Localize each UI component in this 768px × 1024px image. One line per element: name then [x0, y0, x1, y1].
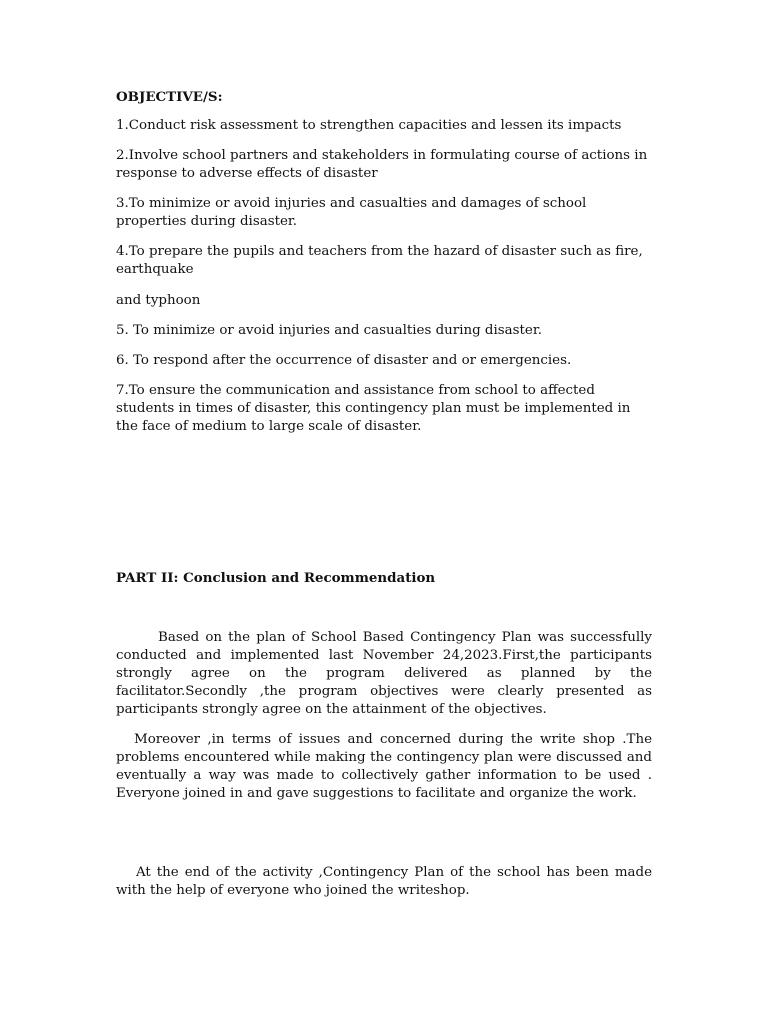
- objective-item-4-continued: and typhoon: [116, 293, 201, 308]
- conclusion-paragraph-3: At the end of the activity ,Contingency Plan of the school has been made with the help of everyone who joined the writeshop.: [116, 865, 652, 898]
- objective-item-3: 3.To minimize or avoid injuries and casualties and damages of school properties during disaster.: [116, 196, 587, 229]
- part2-heading: PART II: Conclusion and Recommendation: [116, 570, 436, 586]
- objective-item-2: 2.Involve school partners and stakeholders in formulating course of actions in response to adverse effects of disaster: [116, 148, 648, 181]
- objective-item-7: 7.To ensure the communication and assistance from school to affected students in times of disaster, this contingency plan must be implemented in the face of medium to large scale of disaster.: [116, 383, 631, 434]
- conclusion-paragraph-1: Based on the plan of School Based Contingency Plan was successfully conducted and implemented last November 24,2023.First,the participants strongly agree on the program delivered as planned by the facilitator.Secondly ,the program objectives were clearly presented as participants strongly agree on the attainment of the objectives.: [116, 630, 652, 717]
- objective-item-5: 5. To minimize or avoid injuries and casualties during disaster.: [116, 323, 543, 338]
- objective-item-1: 1.Conduct risk assessment to strengthen capacities and lessen its impacts: [116, 118, 622, 133]
- objective-item-4: 4.To prepare the pupils and teachers from the hazard of disaster such as fire, earthquake: [116, 244, 643, 277]
- objective-item-6: 6. To respond after the occurrence of disaster and or emergencies.: [116, 353, 572, 368]
- conclusion-paragraph-2: Moreover ,in terms of issues and concerned during the write shop .The problems encountered while making the contingency plan were discussed and eventually a way was made to collectively gather information to be used . Everyone joined in and gave suggestions to facilitate and organize the work.: [116, 732, 652, 801]
- objectives-heading: OBJECTIVE/S:: [116, 89, 223, 105]
